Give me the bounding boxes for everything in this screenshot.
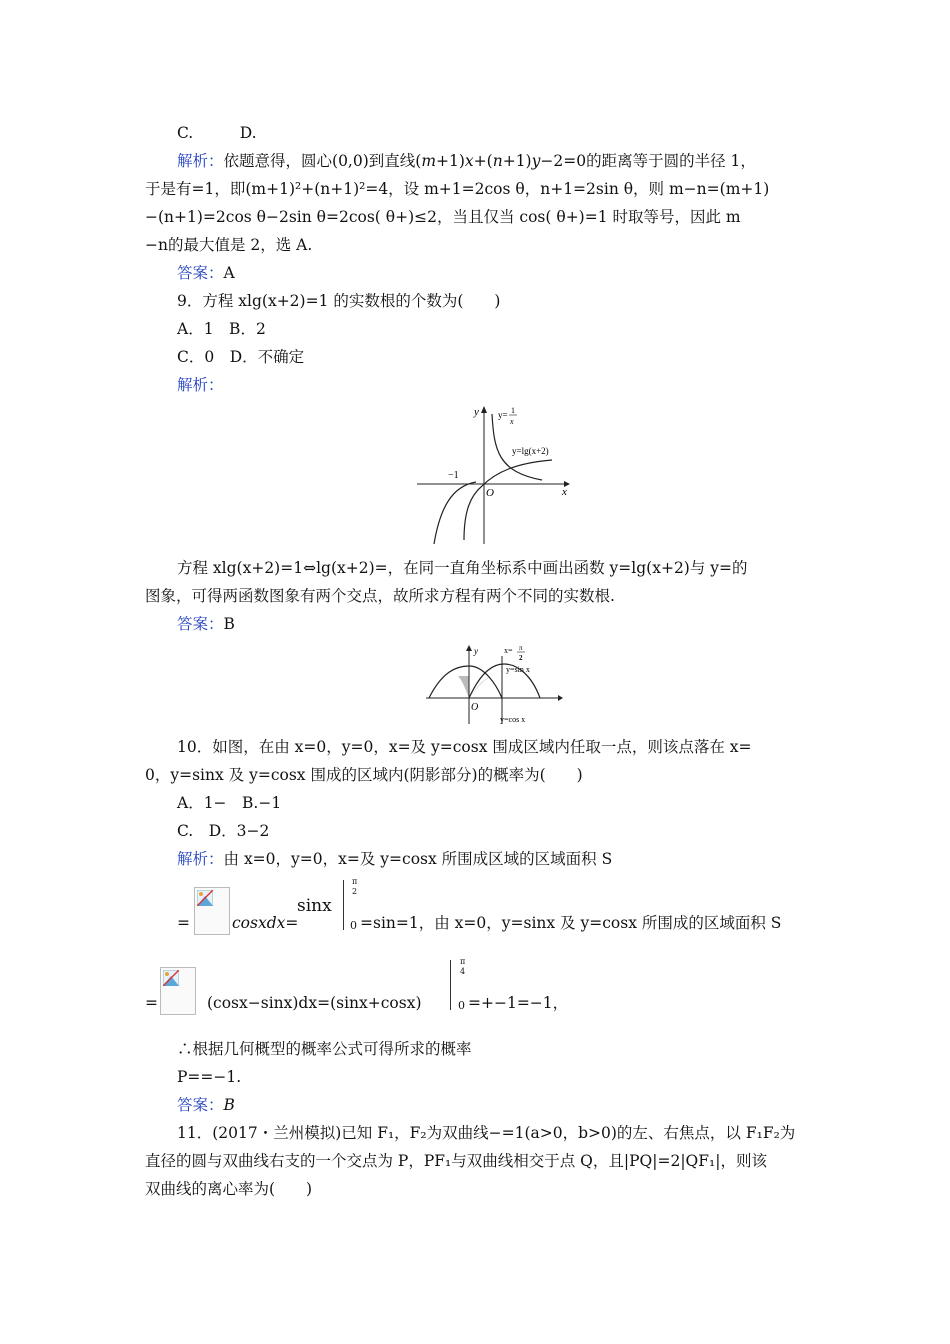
q11-stem-2: 直径的圆与双曲线右支的一个交点为 P，PF₁与双曲线相交于点 Q，且|PQ|=2|QF₁|，则该 <box>145 1152 767 1170</box>
var-m: m <box>421 152 437 170</box>
text: +1) <box>502 152 532 170</box>
jiexi-label: 解析： <box>177 850 224 868</box>
neg-one-label: −1 <box>448 470 459 481</box>
int1-rest: =sin=1，由 x=0，y=sinx 及 y=cosx 所围成的区域面积 S <box>360 914 782 932</box>
answer-label: 答案： <box>177 264 224 282</box>
int2-upper-num: π <box>460 957 466 966</box>
q10-conclusion: ∴根据几何概型的概率公式可得所求的概率 <box>177 1040 472 1058</box>
q8-jiexi-line-1 <box>177 151 756 171</box>
int2-lower: 0 <box>458 999 465 1012</box>
text: +( <box>473 152 493 170</box>
q9-options-ab: A．1 B．2 <box>177 320 266 338</box>
q11-stem-3: 双曲线的离心率为( ) <box>145 1180 313 1198</box>
answer-value: B <box>223 1096 235 1114</box>
int1-upper-den: 2 <box>352 887 358 896</box>
xpi-num: π <box>519 644 523 652</box>
int2-rest: =+−1=−1， <box>468 994 569 1012</box>
image-placeholder-icon <box>163 970 179 986</box>
y-label: y <box>474 406 479 418</box>
q8-jiexi-line-3: −(n+1)=2cos θ−2sin θ=2cos( θ+)≤2，当且仅当 cos( θ+)=1 时取等号，因此 m <box>145 208 741 226</box>
origin-label: O <box>486 487 494 499</box>
answer-label: 答案： <box>177 615 224 633</box>
xpi-label: x= <box>504 646 513 655</box>
int2-equals: = <box>145 994 158 1012</box>
text: 由 x=0，y=0，x=及 y=cosx 所围成区域的区域面积 S <box>223 850 613 868</box>
q10-options-cd: C. D．3−2 <box>177 822 270 840</box>
y-axis-arrow <box>481 406 487 413</box>
shaded-region <box>458 676 469 698</box>
recip-num: 1 <box>511 406 515 415</box>
q9-answer <box>177 614 235 634</box>
curve-reciprocal-left <box>434 482 476 544</box>
var-x: x <box>464 152 474 170</box>
jiexi-label: 解析： <box>177 152 224 170</box>
answer-value: A <box>223 264 235 282</box>
broken-image-icon <box>194 887 230 935</box>
xpi-den: 2 <box>519 654 523 662</box>
broken-image-icon <box>160 967 196 1015</box>
int1-upper-num: π <box>352 877 358 886</box>
eval-bar <box>450 960 451 1010</box>
q10-answer <box>177 1095 235 1115</box>
q9-options-cd: C．0 D．不确定 <box>177 348 305 366</box>
q10-probability: P==−1. <box>177 1068 242 1086</box>
q10-stem-2: 0，y=sinx 及 y=cosx 围成的区域内(阴影部分)的概率为( ) <box>145 766 583 784</box>
origin-label: O <box>471 702 479 713</box>
x-axis-arrow <box>558 695 563 701</box>
var-y: y <box>531 152 541 170</box>
q9-figure <box>412 400 572 546</box>
curve-lg <box>464 460 552 540</box>
q9-stem: 9．方程 xlg(x+2)=1 的实数根的个数为( ) <box>177 292 501 310</box>
q8-jiexi-line-4: −n的最大值是 2，选 A. <box>145 236 313 254</box>
q8-options-cd: C. D. <box>177 124 257 142</box>
q10-figure <box>424 642 564 727</box>
recip-den: x <box>510 417 514 426</box>
q11-stem-1: 11．(2017・兰州模拟)已知 F₁，F₂为双曲线−=1(a>0，b>0)的左、右焦点，以 F₁F₂为 <box>177 1124 796 1142</box>
text: −2=0的距离等于圆的半径 1， <box>540 152 756 170</box>
q9-body-1: 方程 xlg(x+2)=1⇔lg(x+2)=，在同一直角坐标系中画出函数 y=lg(x+2)与 y=的 <box>177 559 748 577</box>
q9-body-2: 图象，可得两函数图象有两个交点，故所求方程有两个不同的实数根. <box>145 587 615 605</box>
sin-label: y=sin x <box>506 665 530 674</box>
answer-label: 答案： <box>177 1096 224 1114</box>
eval-bar <box>343 880 344 930</box>
int1-antiderivative: sinx <box>297 896 332 916</box>
int2-integrand: (cosx−sinx)dx=(sinx+cosx) <box>207 994 422 1012</box>
q10-jiexi-1 <box>177 849 612 869</box>
int1-equals: = <box>177 914 190 932</box>
text: +1) <box>436 152 465 170</box>
answer-value: B <box>223 615 235 633</box>
var-n: n <box>492 152 503 170</box>
x-label: x <box>562 486 567 498</box>
q9-jiexi-label: 解析： <box>177 376 224 394</box>
int1-integrand: cosxdx= <box>232 914 299 932</box>
q8-answer <box>177 263 235 283</box>
q8-jiexi-line-2: 于是有=1，即(m+1)²+(n+1)²=4，设 m+1=2cos θ，n+1=2sin θ，则 m−n=(m+1) <box>145 180 770 198</box>
image-placeholder-icon <box>197 890 213 906</box>
int1-lower: 0 <box>350 919 357 932</box>
cos-label: y=cos x <box>500 715 526 724</box>
y-label: y <box>474 646 478 656</box>
recip-label: y= <box>498 410 508 420</box>
q10-options-ab: A．1− B.−1 <box>177 794 282 812</box>
q10-stem-1: 10．如图，在由 x=0，y=0，x=及 y=cosx 围成区域内任取一点，则该点落在 x= <box>177 738 752 756</box>
lg-label: y=lg(x+2) <box>512 446 549 456</box>
text: 依题意得，圆心(0,0)到直线( <box>223 152 422 170</box>
y-axis-arrow <box>466 645 472 651</box>
int2-upper-den: 4 <box>460 967 466 976</box>
